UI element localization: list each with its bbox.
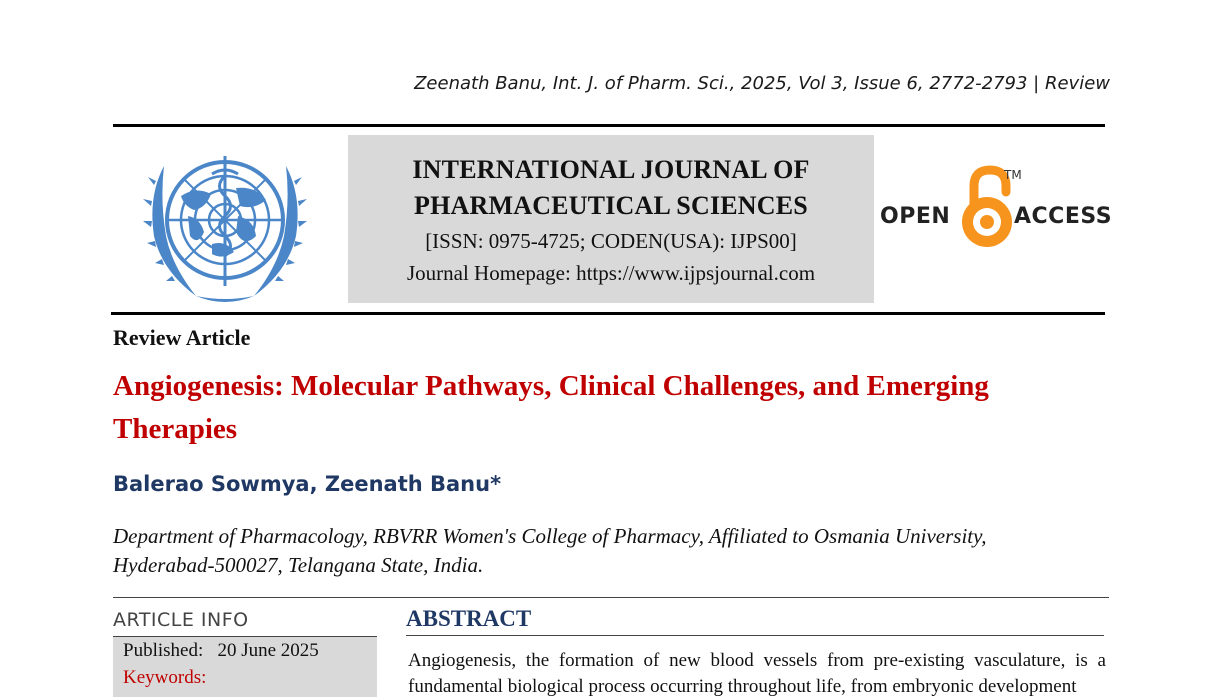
abstract-heading: ABSTRACT	[406, 606, 532, 631]
citation-header: Zeenath Banu, Int. J. of Pharm. Sci., 2025, Vol 3, Issue 6, 2772-2793 | Review	[414, 73, 1110, 94]
abstract-rule	[406, 635, 1104, 636]
journal-name-line2: PHARMACEUTICAL SCIENCES	[414, 191, 808, 220]
abstract-line-1: Angiogenesis, the formation of new blood vessels from pre-existing vasculature, is a	[408, 650, 1106, 671]
trademark-mark: TM	[1004, 168, 1022, 182]
section-divider	[113, 597, 1109, 598]
article-type: Review Article	[113, 325, 251, 350]
masthead-bottom-rule	[111, 312, 1105, 315]
journal-name-line1: INTERNATIONAL JOURNAL OF	[412, 155, 810, 184]
top-rule	[113, 124, 1105, 127]
published-date: 20 June 2025	[217, 640, 319, 661]
keywords-label: Keywords:	[123, 667, 207, 688]
journal-masthead	[348, 135, 874, 303]
published-label: Published:	[123, 640, 204, 661]
affiliation-line-1: Department of Pharmacology, RBVRR Women's College of Pharmacy, Affiliated to Osmania University,	[113, 524, 987, 548]
open-access-access-text: ACCESS	[1014, 204, 1113, 229]
abstract-line-2: fundamental biological process occurring throughout life, from embryonic development	[408, 676, 1077, 697]
article-title: Angiogenesis: Molecular Pathways, Clinical Challenges, and Emerging Therapies	[113, 370, 989, 445]
article-affiliation	[113, 522, 1113, 580]
open-access-logo	[880, 164, 1113, 254]
open-access-open-text: OPEN	[880, 204, 951, 229]
published-row	[123, 640, 319, 662]
affiliation-line-2: Hyderabad-500027, Telangana State, India.	[113, 553, 484, 577]
article-authors: Balerao Sowmya, Zeenath Banu*	[113, 472, 502, 496]
journal-homepage[interactable]: Journal Homepage: https://www.ijpsjournal.com	[406, 261, 816, 285]
journal-issn: [ISSN: 0975-4725; CODEN(USA): IJPS00]	[425, 229, 797, 253]
abstract-body	[408, 648, 1106, 700]
un-emblem-icon	[126, 136, 324, 308]
article-info-heading: ARTICLE INFO	[113, 609, 249, 631]
